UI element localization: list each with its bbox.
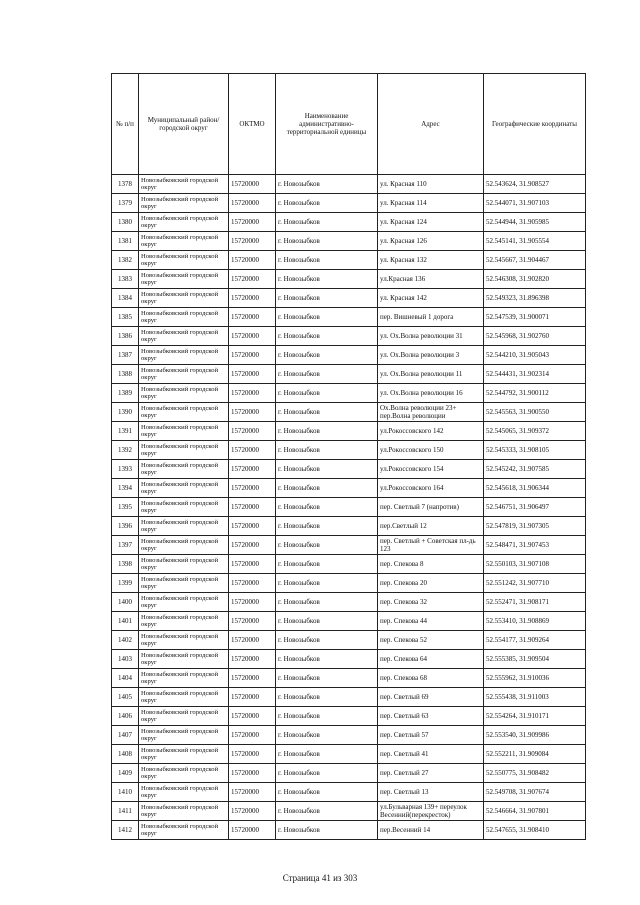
address-cell: ул. Красная 114 xyxy=(378,194,484,213)
table-row xyxy=(112,574,586,593)
unit-cell: г. Новозыбков xyxy=(276,574,378,593)
oktmo-cell: 15720000 xyxy=(229,745,276,764)
unit-cell: г. Новозыбков xyxy=(276,745,378,764)
row-number: 1394 xyxy=(112,479,139,498)
unit-cell: г. Новозыбков xyxy=(276,555,378,574)
coords-cell: 52.544944, 31.905985 xyxy=(484,213,586,232)
address-cell: ул. Красная 142 xyxy=(378,289,484,308)
row-number: 1398 xyxy=(112,555,139,574)
address-cell: ул.Рокоссовского 142 xyxy=(378,422,484,441)
addresses-table xyxy=(111,73,586,840)
table-row xyxy=(112,403,586,422)
row-number: 1378 xyxy=(112,175,139,194)
coords-cell: 52.555385, 31.909504 xyxy=(484,650,586,669)
coords-cell: 52.548471, 31.907453 xyxy=(484,536,586,555)
district-cell: Новозыбковский городской округ xyxy=(139,726,229,745)
coords-cell: 52.554264, 31.910171 xyxy=(484,707,586,726)
header-district: Муниципальный район/городской округ xyxy=(139,74,229,175)
address-cell: ул. Ох.Волна революции 16 xyxy=(378,384,484,403)
unit-cell: г. Новозыбков xyxy=(276,498,378,517)
row-number: 1403 xyxy=(112,650,139,669)
table-row xyxy=(112,688,586,707)
oktmo-cell: 15720000 xyxy=(229,631,276,650)
oktmo-cell: 15720000 xyxy=(229,669,276,688)
row-number: 1380 xyxy=(112,213,139,232)
unit-cell: г. Новозыбков xyxy=(276,403,378,422)
unit-cell: г. Новозыбков xyxy=(276,764,378,783)
table-row xyxy=(112,669,586,688)
unit-cell: г. Новозыбков xyxy=(276,327,378,346)
header-oktmo: ОКТМО xyxy=(229,74,276,175)
oktmo-cell: 15720000 xyxy=(229,498,276,517)
oktmo-cell: 15720000 xyxy=(229,346,276,365)
coords-cell: 52.545333, 31.908105 xyxy=(484,441,586,460)
coords-cell: 52.546751, 31.906497 xyxy=(484,498,586,517)
table-row xyxy=(112,498,586,517)
unit-cell: г. Новозыбков xyxy=(276,669,378,688)
table-row xyxy=(112,802,586,821)
address-cell: пер. Светлый 63 xyxy=(378,707,484,726)
oktmo-cell: 15720000 xyxy=(229,574,276,593)
district-cell: Новозыбковский городской округ xyxy=(139,612,229,631)
table-row xyxy=(112,194,586,213)
coords-cell: 52.549323, 31.896398 xyxy=(484,289,586,308)
district-cell: Новозыбковский городской округ xyxy=(139,593,229,612)
district-cell: Новозыбковский городской округ xyxy=(139,251,229,270)
row-number: 1385 xyxy=(112,308,139,327)
oktmo-cell: 15720000 xyxy=(229,688,276,707)
coords-cell: 52.554177, 31.909264 xyxy=(484,631,586,650)
coords-cell: 52.553410, 31.908869 xyxy=(484,612,586,631)
address-cell: ул. Красная 124 xyxy=(378,213,484,232)
coords-cell: 52.545968, 31.902760 xyxy=(484,327,586,346)
district-cell: Новозыбковский городской округ xyxy=(139,745,229,764)
address-cell: пер. Спекова 44 xyxy=(378,612,484,631)
row-number: 1379 xyxy=(112,194,139,213)
oktmo-cell: 15720000 xyxy=(229,251,276,270)
coords-cell: 52.552471, 31.908171 xyxy=(484,593,586,612)
row-number: 1407 xyxy=(112,726,139,745)
page-number: Страница 41 из 303 xyxy=(282,873,358,883)
table-row xyxy=(112,441,586,460)
row-number: 1402 xyxy=(112,631,139,650)
oktmo-cell: 15720000 xyxy=(229,707,276,726)
header-coords: Географические координаты xyxy=(484,74,586,175)
address-cell: ул. Ох.Волна революции 3 xyxy=(378,346,484,365)
row-number: 1392 xyxy=(112,441,139,460)
address-cell: пер. Спекова 64 xyxy=(378,650,484,669)
unit-cell: г. Новозыбков xyxy=(276,384,378,403)
table-row xyxy=(112,764,586,783)
row-number: 1391 xyxy=(112,422,139,441)
oktmo-cell: 15720000 xyxy=(229,726,276,745)
unit-cell: г. Новозыбков xyxy=(276,802,378,821)
row-number: 1389 xyxy=(112,384,139,403)
row-number: 1382 xyxy=(112,251,139,270)
row-number: 1397 xyxy=(112,536,139,555)
table-row xyxy=(112,232,586,251)
coords-cell: 52.545242, 31.907585 xyxy=(484,460,586,479)
oktmo-cell: 15720000 xyxy=(229,365,276,384)
district-cell: Новозыбковский городской округ xyxy=(139,669,229,688)
table-row xyxy=(112,650,586,669)
unit-cell: г. Новозыбков xyxy=(276,460,378,479)
district-cell: Новозыбковский городской округ xyxy=(139,175,229,194)
row-number: 1386 xyxy=(112,327,139,346)
district-cell: Новозыбковский городской округ xyxy=(139,403,229,422)
oktmo-cell: 15720000 xyxy=(229,460,276,479)
address-cell: пер. Спекова 32 xyxy=(378,593,484,612)
table-row xyxy=(112,707,586,726)
address-cell: ул.Красная 136 xyxy=(378,270,484,289)
address-cell: ул.Бульварная 139+ переулок Весенний(перекресток) xyxy=(378,802,484,821)
row-number: 1388 xyxy=(112,365,139,384)
row-number: 1404 xyxy=(112,669,139,688)
address-cell: пер.Светлый 12 xyxy=(378,517,484,536)
address-cell: пер.Весенний 14 xyxy=(378,821,484,840)
coords-cell: 52.550775, 31.908482 xyxy=(484,764,586,783)
oktmo-cell: 15720000 xyxy=(229,327,276,346)
coords-cell: 52.545065, 31.909372 xyxy=(484,422,586,441)
address-cell: ул.Рокоссовского 164 xyxy=(378,479,484,498)
unit-cell: г. Новозыбков xyxy=(276,688,378,707)
district-cell: Новозыбковский городской округ xyxy=(139,289,229,308)
address-cell: ул. Ох.Волна революции 31 xyxy=(378,327,484,346)
table-row xyxy=(112,270,586,289)
address-cell: пер. Светлый 13 xyxy=(378,783,484,802)
coords-cell: 52.544071, 31.907103 xyxy=(484,194,586,213)
row-number: 1401 xyxy=(112,612,139,631)
district-cell: Новозыбковский городской округ xyxy=(139,460,229,479)
row-number: 1410 xyxy=(112,783,139,802)
district-cell: Новозыбковский городской округ xyxy=(139,650,229,669)
table-row xyxy=(112,460,586,479)
district-cell: Новозыбковский городской округ xyxy=(139,555,229,574)
unit-cell: г. Новозыбков xyxy=(276,232,378,251)
coords-cell: 52.545667, 31.904467 xyxy=(484,251,586,270)
row-number: 1400 xyxy=(112,593,139,612)
unit-cell: г. Новозыбков xyxy=(276,175,378,194)
unit-cell: г. Новозыбков xyxy=(276,289,378,308)
table-row xyxy=(112,612,586,631)
coords-cell: 52.545141, 31.905554 xyxy=(484,232,586,251)
unit-cell: г. Новозыбков xyxy=(276,631,378,650)
address-cell: ул. Красная 110 xyxy=(378,175,484,194)
coords-cell: 52.549708, 31.907674 xyxy=(484,783,586,802)
district-cell: Новозыбковский городской округ xyxy=(139,764,229,783)
district-cell: Новозыбковский городской округ xyxy=(139,802,229,821)
oktmo-cell: 15720000 xyxy=(229,422,276,441)
coords-cell: 52.544431, 31.902314 xyxy=(484,365,586,384)
row-number: 1405 xyxy=(112,688,139,707)
unit-cell: г. Новозыбков xyxy=(276,650,378,669)
address-cell: ул.Рокоссовского 150 xyxy=(378,441,484,460)
unit-cell: г. Новозыбков xyxy=(276,251,378,270)
unit-cell: г. Новозыбков xyxy=(276,422,378,441)
oktmo-cell: 15720000 xyxy=(229,536,276,555)
address-cell: пер. Спекова 20 xyxy=(378,574,484,593)
table-row xyxy=(112,783,586,802)
district-cell: Новозыбковский городской округ xyxy=(139,422,229,441)
oktmo-cell: 15720000 xyxy=(229,593,276,612)
address-cell: пер. Светлый 7 (напротив) xyxy=(378,498,484,517)
address-cell: пер. Светлый + Советская пл-дь 123 xyxy=(378,536,484,555)
table-row xyxy=(112,593,586,612)
oktmo-cell: 15720000 xyxy=(229,232,276,251)
district-cell: Новозыбковский городской округ xyxy=(139,574,229,593)
table-row xyxy=(112,726,586,745)
unit-cell: г. Новозыбков xyxy=(276,479,378,498)
address-cell: пер. Светлый 57 xyxy=(378,726,484,745)
address-cell: пер. Светлый 41 xyxy=(378,745,484,764)
oktmo-cell: 15720000 xyxy=(229,479,276,498)
district-cell: Новозыбковский городской округ xyxy=(139,536,229,555)
row-number: 1412 xyxy=(112,821,139,840)
table-row xyxy=(112,422,586,441)
unit-cell: г. Новозыбков xyxy=(276,612,378,631)
oktmo-cell: 15720000 xyxy=(229,764,276,783)
district-cell: Новозыбковский городской округ xyxy=(139,194,229,213)
coords-cell: 52.552211, 31.909084 xyxy=(484,745,586,764)
district-cell: Новозыбковский городской округ xyxy=(139,308,229,327)
district-cell: Новозыбковский городской округ xyxy=(139,631,229,650)
oktmo-cell: 15720000 xyxy=(229,289,276,308)
address-cell: ул. Ох.Волна революции 11 xyxy=(378,365,484,384)
coords-cell: 52.555962, 31.910036 xyxy=(484,669,586,688)
row-number: 1411 xyxy=(112,802,139,821)
row-number: 1406 xyxy=(112,707,139,726)
address-cell: ул.Рокоссовского 154 xyxy=(378,460,484,479)
oktmo-cell: 15720000 xyxy=(229,517,276,536)
unit-cell: г. Новозыбков xyxy=(276,593,378,612)
header-unit: Наименование административно-территориальной единицы xyxy=(276,74,378,175)
district-cell: Новозыбковский городской округ xyxy=(139,270,229,289)
table-row xyxy=(112,745,586,764)
oktmo-cell: 15720000 xyxy=(229,821,276,840)
oktmo-cell: 15720000 xyxy=(229,194,276,213)
table-row xyxy=(112,308,586,327)
unit-cell: г. Новозыбков xyxy=(276,194,378,213)
coords-cell: 52.551242, 31.907710 xyxy=(484,574,586,593)
table-row xyxy=(112,821,586,840)
row-number: 1408 xyxy=(112,745,139,764)
address-cell: пер. Вишневый 1 дорога xyxy=(378,308,484,327)
district-cell: Новозыбковский городской округ xyxy=(139,384,229,403)
row-number: 1384 xyxy=(112,289,139,308)
unit-cell: г. Новозыбков xyxy=(276,365,378,384)
oktmo-cell: 15720000 xyxy=(229,441,276,460)
table-row xyxy=(112,289,586,308)
table-row xyxy=(112,251,586,270)
oktmo-cell: 15720000 xyxy=(229,555,276,574)
header-num: № п/п xyxy=(112,74,139,175)
coords-cell: 52.546664, 31.907801 xyxy=(484,802,586,821)
coords-cell: 52.553540, 31.909986 xyxy=(484,726,586,745)
oktmo-cell: 15720000 xyxy=(229,384,276,403)
address-cell: ул. Красная 132 xyxy=(378,251,484,270)
address-cell: пер. Светлый 27 xyxy=(378,764,484,783)
oktmo-cell: 15720000 xyxy=(229,403,276,422)
oktmo-cell: 15720000 xyxy=(229,802,276,821)
coords-cell: 52.547655, 31.908410 xyxy=(484,821,586,840)
coords-cell: 52.544210, 31.905043 xyxy=(484,346,586,365)
coords-cell: 52.544792, 31.900112 xyxy=(484,384,586,403)
oktmo-cell: 15720000 xyxy=(229,213,276,232)
table-row xyxy=(112,213,586,232)
row-number: 1393 xyxy=(112,460,139,479)
district-cell: Новозыбковский городской округ xyxy=(139,707,229,726)
table-row xyxy=(112,327,586,346)
address-cell: ул. Красная 126 xyxy=(378,232,484,251)
district-cell: Новозыбковский городской округ xyxy=(139,327,229,346)
district-cell: Новозыбковский городской округ xyxy=(139,213,229,232)
district-cell: Новозыбковский городской округ xyxy=(139,346,229,365)
unit-cell: г. Новозыбков xyxy=(276,536,378,555)
table-row xyxy=(112,479,586,498)
coords-cell: 52.545618, 31.906344 xyxy=(484,479,586,498)
address-cell: Ох.Волна революции 23+ пер.Волна революции xyxy=(378,403,484,422)
row-number: 1390 xyxy=(112,403,139,422)
oktmo-cell: 15720000 xyxy=(229,612,276,631)
unit-cell: г. Новозыбков xyxy=(276,821,378,840)
table-header-row xyxy=(112,74,586,175)
address-cell: пер. Спекова 52 xyxy=(378,631,484,650)
address-cell: пер. Светлый 69 xyxy=(378,688,484,707)
oktmo-cell: 15720000 xyxy=(229,783,276,802)
oktmo-cell: 15720000 xyxy=(229,650,276,669)
row-number: 1396 xyxy=(112,517,139,536)
table-row xyxy=(112,631,586,650)
table-row xyxy=(112,384,586,403)
district-cell: Новозыбковский городской округ xyxy=(139,688,229,707)
unit-cell: г. Новозыбков xyxy=(276,726,378,745)
table-row xyxy=(112,365,586,384)
table-row xyxy=(112,555,586,574)
row-number: 1381 xyxy=(112,232,139,251)
oktmo-cell: 15720000 xyxy=(229,270,276,289)
district-cell: Новозыбковский городской округ xyxy=(139,783,229,802)
coords-cell: 52.546308, 31.902820 xyxy=(484,270,586,289)
district-cell: Новозыбковский городской округ xyxy=(139,365,229,384)
table-row xyxy=(112,175,586,194)
address-cell: пер. Спекова 68 xyxy=(378,669,484,688)
coords-cell: 52.547539, 31.900071 xyxy=(484,308,586,327)
unit-cell: г. Новозыбков xyxy=(276,783,378,802)
unit-cell: г. Новозыбков xyxy=(276,213,378,232)
unit-cell: г. Новозыбков xyxy=(276,441,378,460)
unit-cell: г. Новозыбков xyxy=(276,308,378,327)
row-number: 1409 xyxy=(112,764,139,783)
unit-cell: г. Новозыбков xyxy=(276,517,378,536)
row-number: 1395 xyxy=(112,498,139,517)
district-cell: Новозыбковский городской округ xyxy=(139,498,229,517)
district-cell: Новозыбковский городской округ xyxy=(139,479,229,498)
unit-cell: г. Новозыбков xyxy=(276,707,378,726)
coords-cell: 52.543624, 31.908527 xyxy=(484,175,586,194)
table-row xyxy=(112,536,586,555)
coords-cell: 52.545563, 31.900550 xyxy=(484,403,586,422)
district-cell: Новозыбковский городской округ xyxy=(139,517,229,536)
district-cell: Новозыбковский городской округ xyxy=(139,441,229,460)
district-cell: Новозыбковский городской округ xyxy=(139,232,229,251)
coords-cell: 52.550103, 31.907108 xyxy=(484,555,586,574)
district-cell: Новозыбковский городской округ xyxy=(139,821,229,840)
unit-cell: г. Новозыбков xyxy=(276,346,378,365)
oktmo-cell: 15720000 xyxy=(229,175,276,194)
row-number: 1387 xyxy=(112,346,139,365)
coords-cell: 52.555438, 31.911003 xyxy=(484,688,586,707)
row-number: 1399 xyxy=(112,574,139,593)
table-row xyxy=(112,346,586,365)
header-address: Адрес xyxy=(378,74,484,175)
coords-cell: 52.547819, 31.907305 xyxy=(484,517,586,536)
table-row xyxy=(112,517,586,536)
oktmo-cell: 15720000 xyxy=(229,308,276,327)
address-cell: пер. Спекова 8 xyxy=(378,555,484,574)
unit-cell: г. Новозыбков xyxy=(276,270,378,289)
row-number: 1383 xyxy=(112,270,139,289)
